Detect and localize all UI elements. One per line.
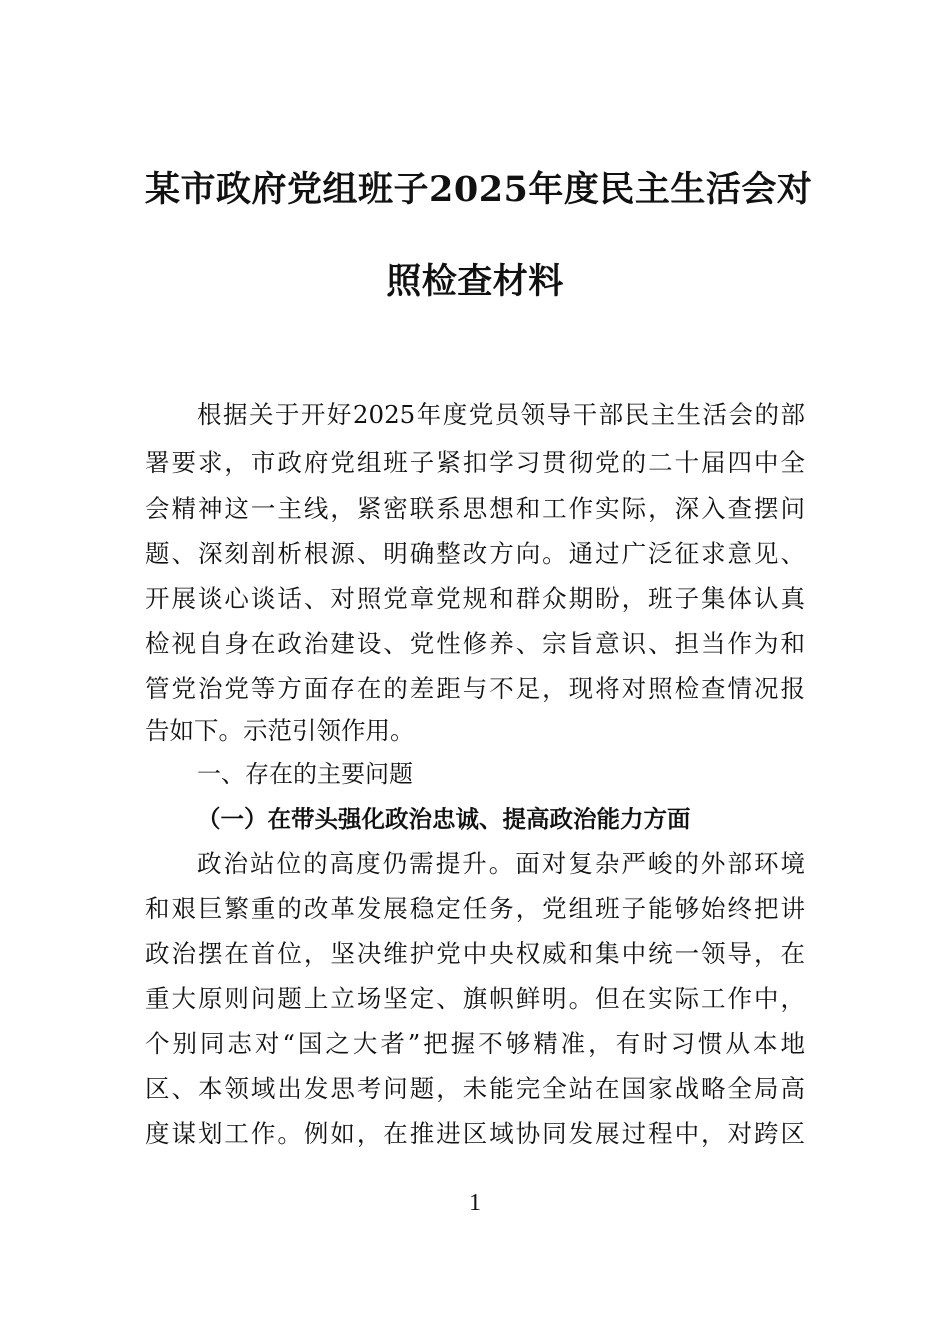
section-line-3: 政治摆在首位，坚决维护党中央权威和集中统一领导，在 <box>145 939 805 968</box>
section-line-6: 区、本领域出发思考问题，未能完全站在国家战略全局高 <box>145 1074 805 1103</box>
section-heading: 一、存在的主要问题 <box>197 760 413 788</box>
intro-line-6: 检视自身在政治建设、党性修养、宗旨意识、担当作为和 <box>145 629 805 658</box>
document-title-line-2: 照检查材料 <box>386 261 564 302</box>
section-line-7: 度谋划工作。例如，在推进区域协同发展过程中，对跨区 <box>145 1119 805 1148</box>
page-number: 1 <box>469 1190 481 1216</box>
intro-line-4: 题、深刻剖析根源、明确整改方向。通过广泛征求意见、 <box>145 539 805 568</box>
intro-line-2: 署要求，市政府党组班子紧扣学习贯彻党的二十届四中全 <box>145 448 805 477</box>
subsection-heading: （一）在带头强化政治忠诚、提高政治能力方面 <box>197 805 691 833</box>
document-title-line-1: 某市政府党组班子2025年度民主生活会对 <box>145 169 813 210</box>
section-line-2: 和艰巨繁重的改革发展稳定任务，党组班子能够始终把讲 <box>145 894 805 923</box>
intro-line-8: 告如下。示范引领作用。 <box>145 716 415 745</box>
section-line-5: 个别同志对“国之大者”把握不够精准，有时习惯从本地 <box>145 1029 805 1058</box>
intro-line-7: 管党治党等方面存在的差距与不足，现将对照检查情况报 <box>145 674 805 703</box>
intro-line-5: 开展谈心谈话、对照党章党规和群众期盼，班子集体认真 <box>145 584 805 613</box>
intro-line-1: 根据关于开好2025年度党员领导干部民主生活会的部 <box>197 400 805 429</box>
intro-line-3: 会精神这一主线，紧密联系思想和工作实际，深入查摆问 <box>145 494 805 523</box>
section-line-1: 政治站位的高度仍需提升。面对复杂严峻的外部环境 <box>197 849 805 878</box>
section-line-4: 重大原则问题上立场坚定、旗帜鲜明。但在实际工作中， <box>145 984 805 1013</box>
